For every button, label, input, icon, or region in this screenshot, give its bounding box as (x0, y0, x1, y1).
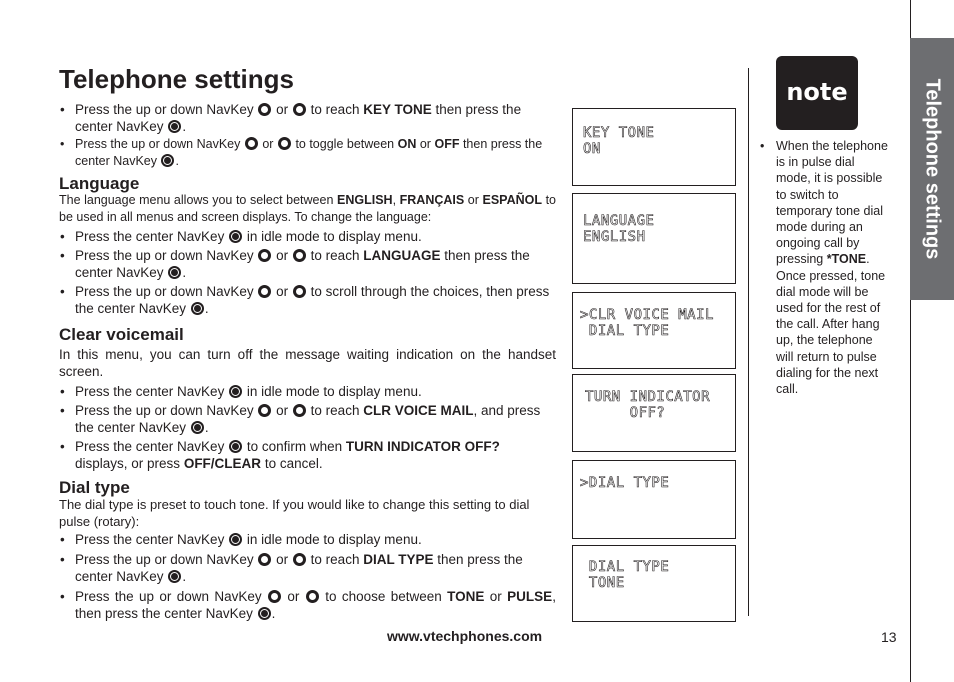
navkey-center-icon (229, 385, 242, 398)
lcd-line: KEY TONE (583, 125, 655, 141)
list-item: • Press the center NavKey in idle mode to display menu. (59, 383, 556, 400)
navkey-up-icon (268, 590, 281, 603)
navkey-down-icon (293, 285, 306, 298)
navkey-center-icon (229, 440, 242, 453)
clear-voicemail-list (59, 383, 556, 472)
lcd-screen-key-tone (572, 108, 736, 186)
navkey-center-icon (191, 421, 204, 434)
navkey-up-icon (258, 553, 271, 566)
navkey-center-icon (258, 607, 271, 620)
navkey-down-icon (278, 137, 291, 150)
lcd-line: >DIAL TYPE (580, 475, 670, 491)
navkey-center-icon (161, 154, 174, 167)
dial-type-intro: The dial type is preset to touch tone. If you would like to change this setting to dial pulse (rotary): (59, 497, 530, 529)
lcd-line: DIAL TYPE (580, 559, 670, 575)
page-title: Telephone settings (59, 64, 294, 94)
lcd-line: TONE (580, 575, 625, 591)
list-item: • Press the up or down NavKey or to reach KEY TONE then press the center NavKey . (59, 101, 556, 135)
list-item: • Press the center NavKey to confirm when TURN INDICATOR OFF? displays, or press OFF/CLEAR to cancel. (59, 438, 556, 472)
list-item: • Press the up or down NavKey or to reach DIAL TYPE then press the center NavKey . (59, 551, 556, 585)
navkey-up-icon (258, 249, 271, 262)
navkey-down-icon (293, 404, 306, 417)
navkey-down-icon (293, 553, 306, 566)
navkey-down-icon (293, 103, 306, 116)
footer-url: www.vtechphones.com (387, 628, 543, 644)
navkey-up-icon (258, 103, 271, 116)
lcd-line: OFF? (585, 405, 666, 421)
note-icon (776, 56, 858, 130)
section-tab (910, 38, 954, 300)
section-tab-label: Telephone settings (921, 78, 944, 260)
lcd-line: LANGUAGE (583, 213, 655, 229)
clear-voicemail-intro: In this menu, you can turn off the message waiting indication on the handset screen. (59, 347, 556, 379)
language-list (59, 228, 556, 317)
list-item: • Press the up or down NavKey or to toggle between ON or OFF then press the center NavKey . (59, 136, 556, 170)
lcd-line: ON (583, 141, 601, 157)
lcd-screen-turn-indicator (572, 374, 736, 452)
navkey-up-icon (258, 285, 271, 298)
key-tone-list (59, 101, 556, 170)
lcd-line: >CLR VOICE MAIL (580, 307, 714, 323)
lcd-line: DIAL TYPE (580, 323, 670, 339)
navkey-center-icon (229, 230, 242, 243)
navkey-down-icon (306, 590, 319, 603)
list-item: • Press the up or down NavKey or to choose between TONE or PULSE, then press the center NavKey . (59, 588, 556, 622)
navkey-down-icon (293, 249, 306, 262)
page-number: 13 (881, 629, 897, 645)
note-label: note (786, 78, 848, 106)
language-intro: The language menu allows you to select between ENGLISH, FRANÇAIS or ESPAÑOL to be used in all menus and screen displays. To change the language: (59, 193, 557, 224)
list-item: • Press the up or down NavKey or to reach LANGUAGE then press the center NavKey . (59, 247, 556, 281)
navkey-center-icon (168, 120, 181, 133)
navkey-center-icon (229, 533, 242, 546)
lcd-screen-clr-voice-mail (572, 292, 736, 369)
list-item: • Press the center NavKey in idle mode to display menu. (59, 531, 556, 548)
navkey-center-icon (191, 302, 204, 315)
lcd-line: ENGLISH (583, 229, 646, 245)
clear-voicemail-heading: Clear voicemail (59, 325, 184, 344)
lcd-screen-dial-type (572, 460, 736, 539)
navkey-center-icon (168, 570, 181, 583)
list-item: • Press the center NavKey in idle mode to display menu. (59, 228, 556, 245)
navkey-center-icon (168, 266, 181, 279)
dial-type-heading: Dial type (59, 478, 130, 497)
lcd-screen-language (572, 193, 736, 284)
dial-type-list (59, 531, 556, 622)
navkey-up-icon (258, 404, 271, 417)
language-heading: Language (59, 174, 140, 193)
note-text: • When the telephone is in pulse dial mode, it is possible to switch to temporary tone dial mode during an ongoing call by pressing *TONE. Once pressed, tone dial mode will be used for the rest of the call. After hang up, the telephone will return to pulse dialing for the next call. (760, 139, 888, 397)
list-item: • Press the up or down NavKey or to scroll through the choices, then press the center NavKey . (59, 283, 556, 317)
lcd-line: TURN INDICATOR (585, 389, 711, 405)
column-divider (748, 68, 749, 616)
list-item: • Press the up or down NavKey or to reach CLR VOICE MAIL, and press the center NavKey . (59, 402, 556, 436)
lcd-screen-dial-type-tone (572, 545, 736, 622)
navkey-up-icon (245, 137, 258, 150)
